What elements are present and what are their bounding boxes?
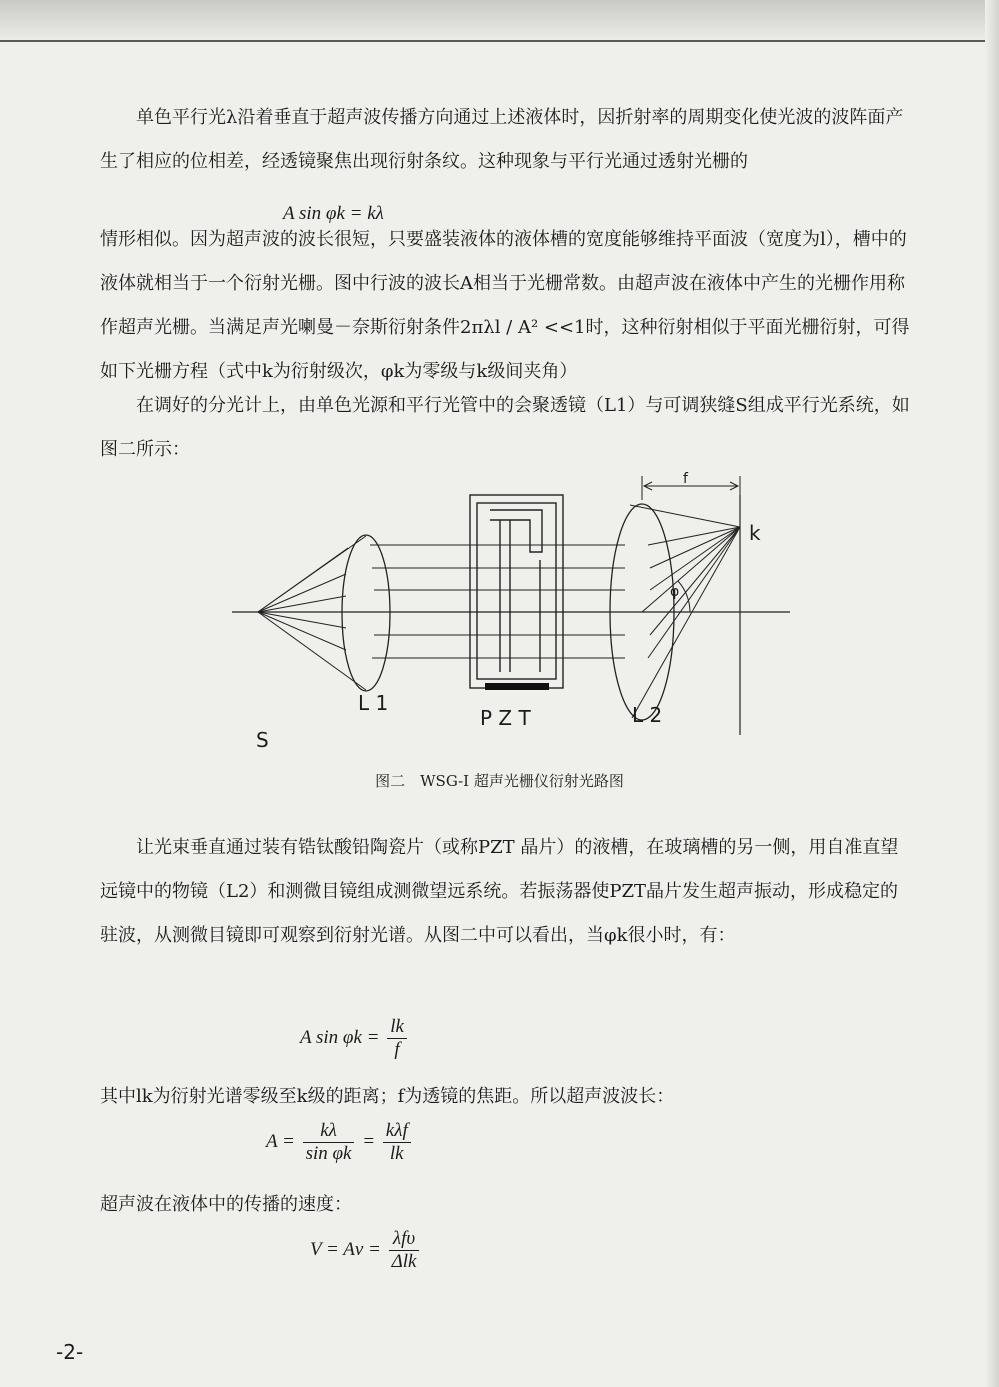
label-l1: L 1: [358, 691, 389, 715]
small-angle-fraction: [387, 1016, 407, 1061]
figure-caption: 图二 WSG-I 超声光栅仪衍射光路图: [375, 772, 624, 790]
wavelength-numerator-2: kλf: [383, 1120, 411, 1143]
label-s: S: [256, 728, 269, 752]
grating-equation-text: A sin φk = kλ: [283, 203, 384, 224]
pzt-crystal: [485, 683, 549, 690]
wavelength-fraction-1: [303, 1120, 355, 1165]
paragraph-1: 单色平行光λ沿着垂直于超声波传播方向通过上述液体时，因折射率的周期变化使光波的波阵面产生了相应的位相差，经透镜聚焦出现衍射条纹。这种现象与平行光通过透射光栅的: [100, 107, 904, 172]
liquid-cell: [470, 495, 563, 688]
wavelength-equals: =: [362, 1130, 376, 1152]
small-angle-numerator: lk: [387, 1016, 407, 1039]
small-angle-equation: [300, 1016, 410, 1061]
parallel-rays: [370, 545, 625, 658]
paragraph-5: 其中lk为衍射光谱零级至k级的距离；f为透镜的焦距。所以超声波波长：: [100, 1086, 675, 1107]
converging-rays: [258, 536, 366, 690]
velocity-left: V = Aν =: [310, 1238, 381, 1260]
label-k: k: [749, 521, 761, 545]
velocity-equation: [310, 1228, 422, 1273]
paragraph-4: 让光束垂直通过装有锆钛酸铅陶瓷片（或称PZT 晶片）的液槽，在玻璃槽的另一侧，用自准直望远镜中的物镜（L2）和测微目镜组成测微望远系统。若振荡器使PZT晶片发生超声振动，形成稳定的驻波，从测微目镜即可观察到衍射光谱。从图二中可以看出，当φk很小时，有：: [100, 837, 899, 946]
wavelength-equation: [266, 1120, 414, 1165]
paragraph-2: 情形相似。因为超声波的波长很短，只要盛装液体的液体槽的宽度能够维持平面波（宽度为l），槽中的液体就相当于一个衍射光栅。图中行波的波长A相当于光栅常数。由超声波在液体中产生的光栅作用称作超声光栅。当满足声光喇曼－奈斯衍射条件2πλl / A² <<1时，这种衍射相似于平面光栅衍射，可得如下光栅方程（式中k为衍射级次，φk为零级与k级间夹角）: [100, 229, 910, 382]
label-pzt: P Z T: [480, 706, 531, 730]
label-phi: φ: [670, 584, 680, 600]
label-l2: L 2: [632, 703, 663, 727]
page-number: -2-: [56, 1340, 84, 1364]
paragraph-6: 超声波在液体中的传播的速度：: [100, 1194, 352, 1215]
small-angle-left: A sin φk =: [300, 1026, 380, 1048]
velocity-numerator: λfυ: [389, 1228, 420, 1251]
wavelength-denominator-2: lk: [389, 1143, 404, 1164]
label-f: f: [683, 471, 688, 487]
wavelength-left: A =: [266, 1130, 295, 1152]
lens-l1: [342, 535, 390, 691]
velocity-denominator: Δlk: [391, 1251, 417, 1272]
velocity-fraction: [389, 1228, 420, 1273]
wavelength-denominator-1: sin φk: [305, 1143, 352, 1164]
paragraph-3: 在调好的分光计上，由单色光源和平行光管中的会聚透镜（L1）与可调狭缝S组成平行光系统，如图二所示：: [100, 395, 910, 460]
wavelength-numerator-1: kλ: [303, 1120, 355, 1143]
focal-length-dimension: [642, 476, 740, 500]
wavelength-fraction-2: [383, 1120, 411, 1165]
small-angle-denominator: f: [394, 1039, 400, 1060]
